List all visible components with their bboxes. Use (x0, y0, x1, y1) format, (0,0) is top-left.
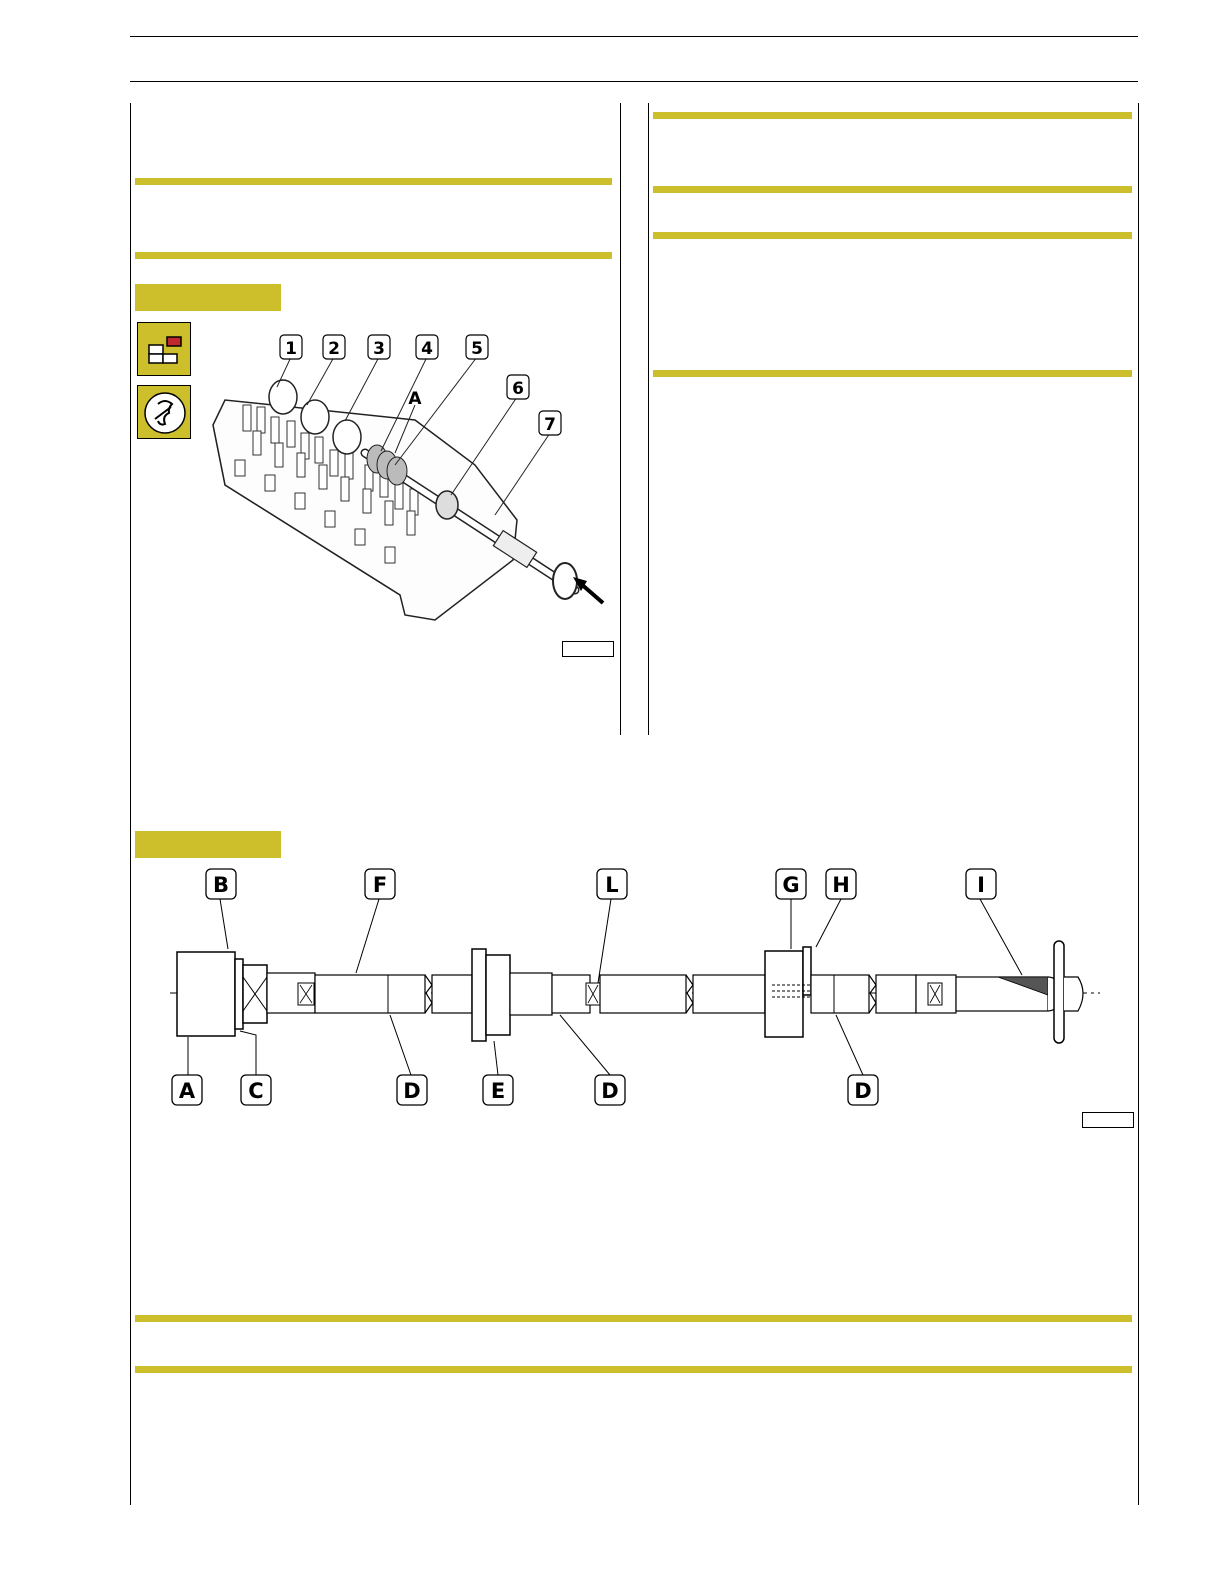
header-rule-top (130, 36, 1138, 37)
wrench-hand-icon (137, 385, 191, 439)
label-b: B (212, 873, 230, 897)
callout-6: 6 (512, 379, 524, 399)
label-a: A (178, 1079, 196, 1103)
column-divider-left (620, 103, 621, 735)
callout-letter-a: A (408, 389, 422, 409)
figure-number-box-2 (1082, 1112, 1134, 1128)
bottom-bar-2 (135, 1366, 1132, 1373)
note-bar-bottom (135, 252, 612, 259)
figure-tab-1 (135, 284, 281, 311)
label-d-1: D (403, 1079, 421, 1103)
label-e: E (490, 1079, 506, 1103)
callout-5: 5 (471, 339, 483, 359)
callout-2: 2 (328, 339, 340, 359)
right-bar-3 (653, 232, 1132, 239)
right-bar-4 (653, 370, 1132, 377)
label-d-2: D (601, 1079, 619, 1103)
page-border-right (1138, 103, 1139, 1505)
label-d-3: D (854, 1079, 872, 1103)
note-bar-top (135, 178, 612, 185)
right-bar-1 (653, 112, 1132, 119)
adjustment-icon (137, 322, 191, 376)
header-rule-bottom (130, 81, 1138, 82)
label-l: L (605, 873, 619, 897)
label-c: C (248, 1079, 264, 1103)
page-border-left (130, 103, 131, 1505)
figure-number-box-1 (562, 641, 614, 657)
callout-3: 3 (373, 339, 385, 359)
tool-assembly-drawing (160, 865, 1110, 1110)
figure-tab-2 (135, 831, 281, 858)
callout-4: 4 (421, 339, 433, 359)
callout-7: 7 (544, 415, 556, 435)
callout-1: 1 (285, 339, 297, 359)
cylinder-head-illustration (195, 325, 615, 625)
bottom-bar-1 (135, 1315, 1132, 1322)
right-bar-2 (653, 186, 1132, 193)
label-g: G (782, 873, 800, 897)
label-f: F (372, 873, 388, 897)
label-h: H (832, 873, 850, 897)
label-i: I (977, 873, 985, 897)
column-divider-right (648, 103, 649, 735)
